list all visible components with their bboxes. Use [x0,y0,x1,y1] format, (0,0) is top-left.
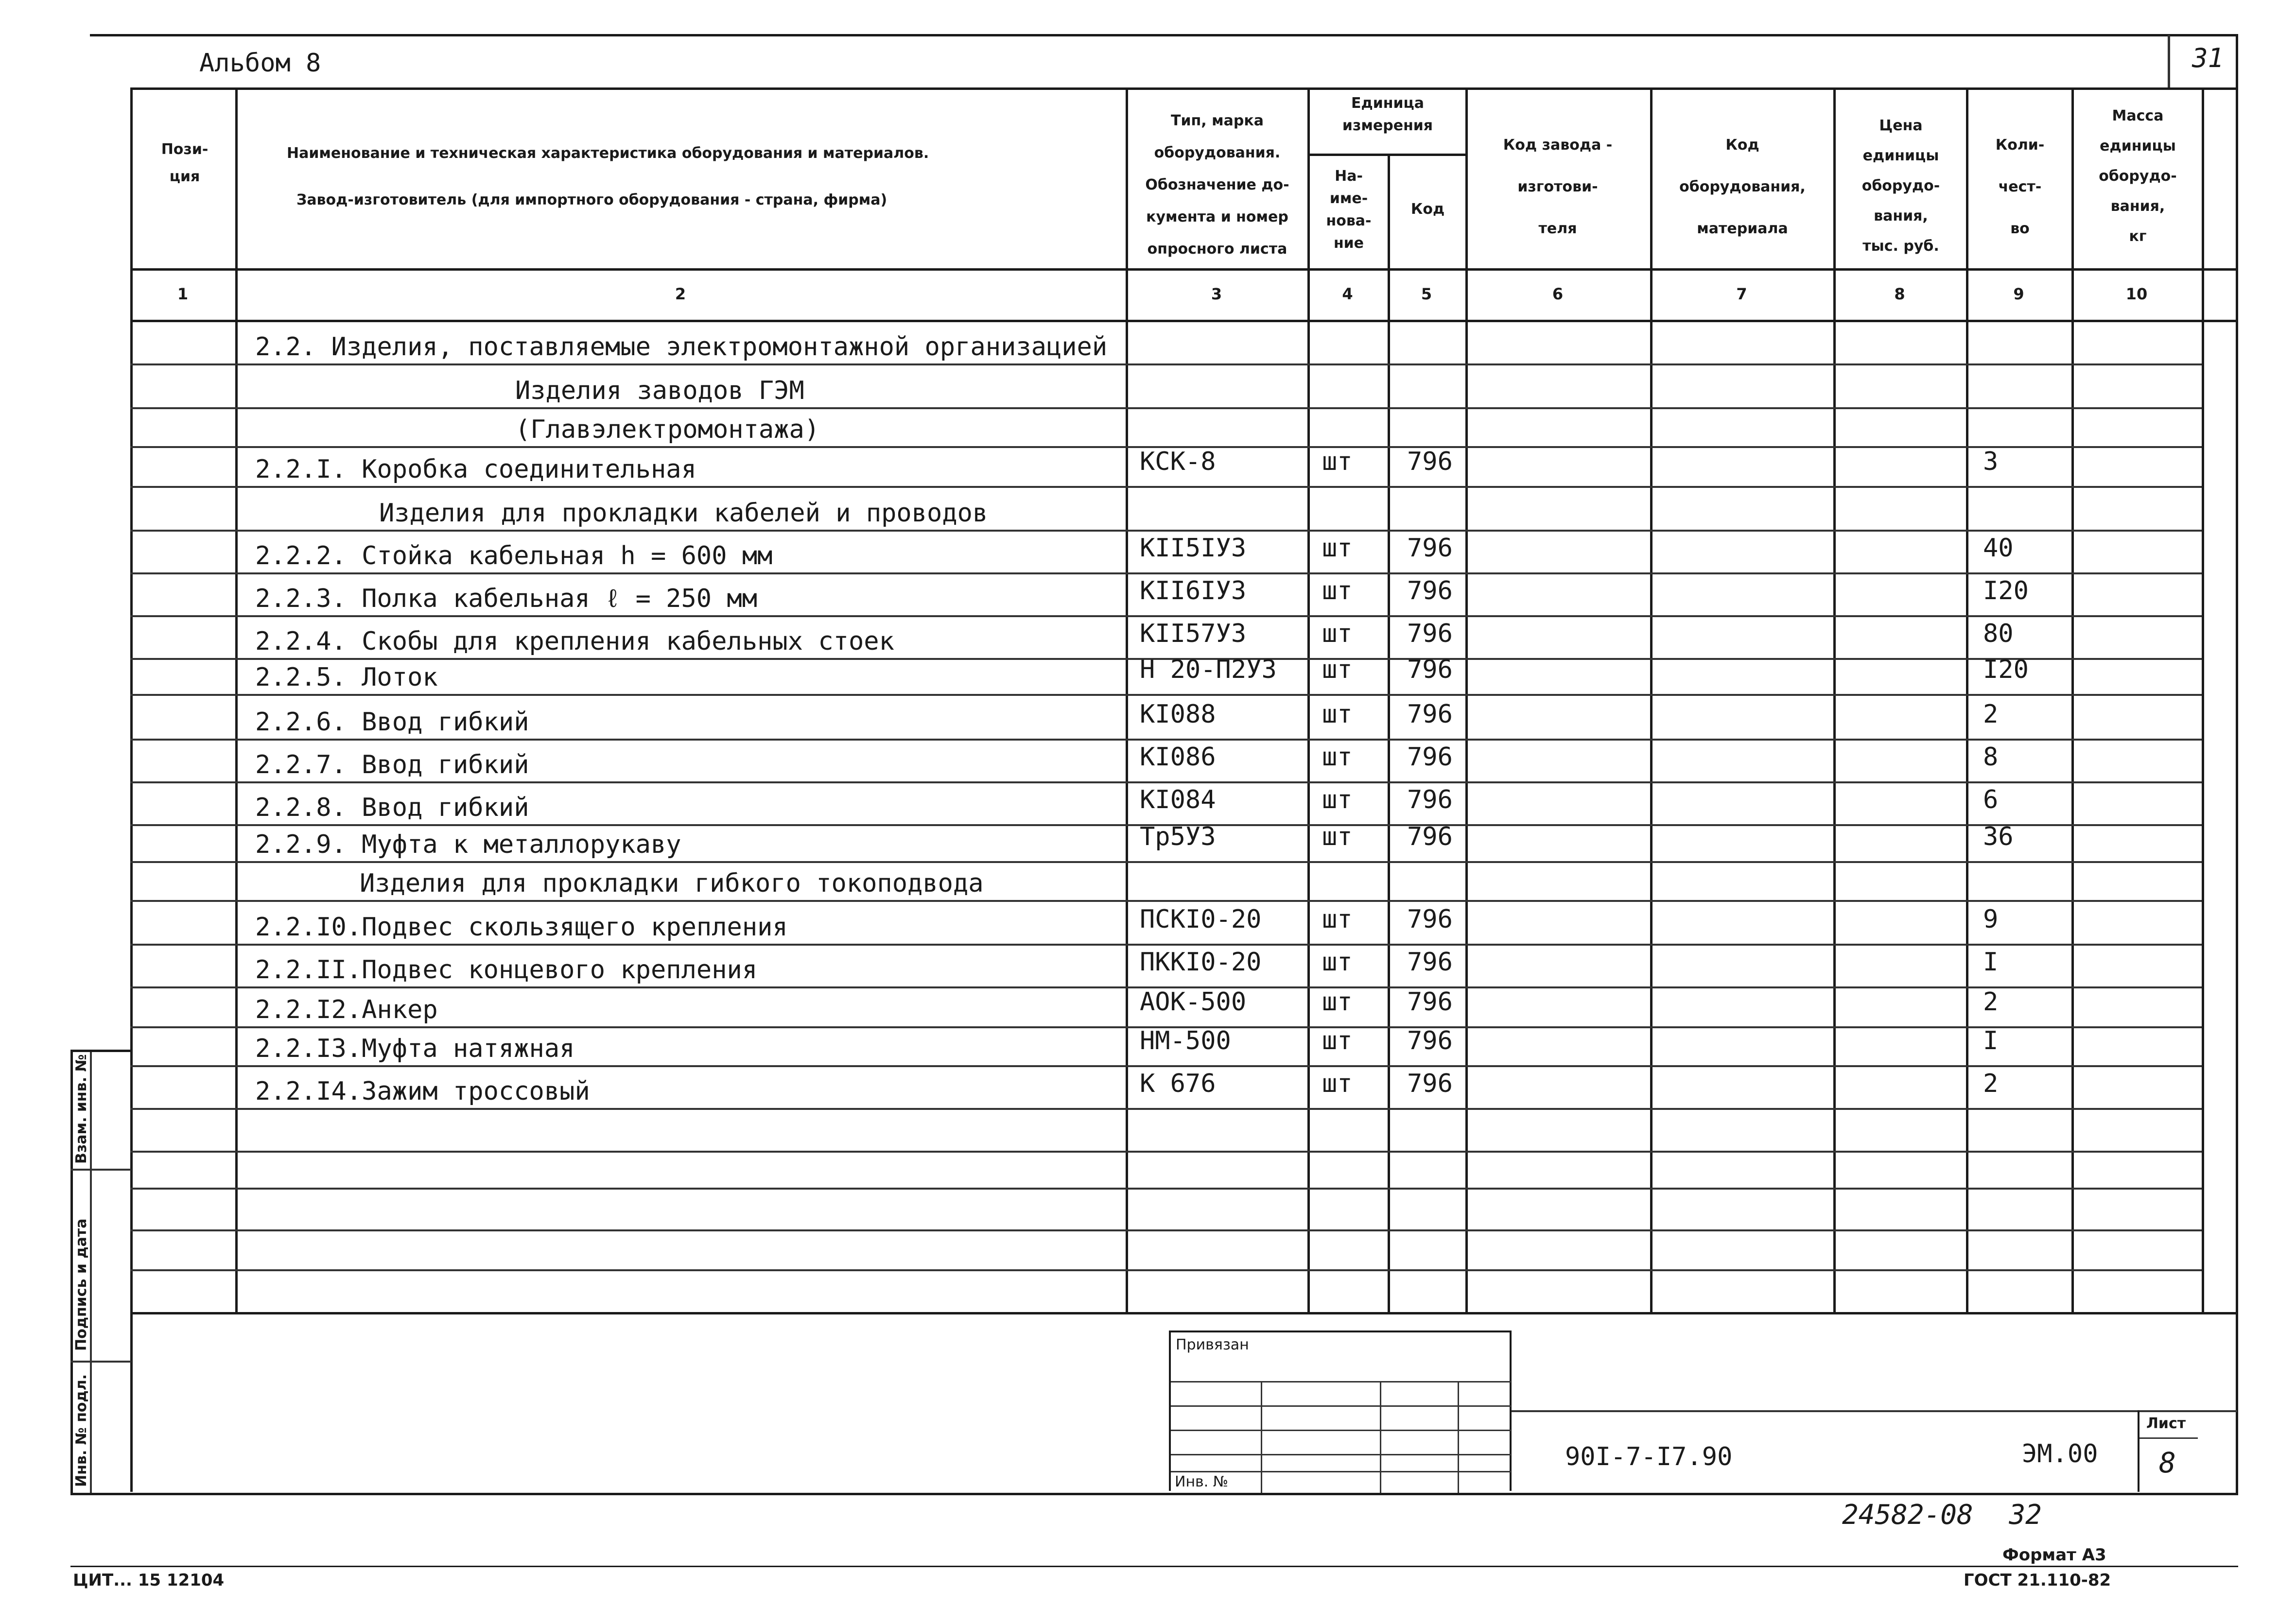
row-qty: 2 [1983,700,1999,729]
colnum-7: 7 [1736,285,1747,303]
row-code: 796 [1407,655,1453,684]
row-line [130,407,2202,409]
list-label: Лист [2146,1415,2186,1432]
privyazan-vline-1 [1261,1381,1262,1493]
row-code: 796 [1407,743,1453,772]
archive-number [1842,1499,2042,1531]
header-col2: Наименование и техническая характеристика оборудования и материалов. Завод-изготовитель (для импортного оборудования - страна, фирма) [287,145,929,208]
empty-row-line [130,1108,2202,1110]
format-label: Формат А3 [2002,1545,2106,1565]
header-col10: Масса единицы оборудо- вания, кг [2099,107,2177,245]
row-unit: шт [1322,822,1353,851]
row-name: 2.2.6. Ввод гибкий [255,708,529,737]
row-name: (Главэлектромонтажа) [515,415,820,444]
row-qty: I20 [1983,655,2029,684]
row-code: 796 [1407,987,1453,1017]
empty-row-line [130,1229,2202,1231]
row-code: 796 [1407,619,1453,648]
side-stamp-top [70,1050,131,1052]
row-name: 2.2.7. Ввод гибкий [255,750,529,779]
row-qty: 6 [1983,785,1999,814]
col-divider-8 [1966,87,1968,1312]
privyazan-label: Привязан [1176,1336,1249,1353]
row-type: К 676 [1140,1069,1216,1098]
side-podpis-label: Подпись и дата [73,1218,90,1351]
colnum-10: 10 [2125,285,2148,303]
row-type: Тр5У3 [1140,822,1216,851]
row-name: 2.2.I4.Зажим троссовый [255,1077,590,1106]
row-line [130,363,2202,365]
privyazan-line-5 [1171,1471,1511,1472]
row-unit: шт [1322,987,1353,1017]
row-unit: шт [1322,619,1353,648]
gost-label: ГОСТ 21.110-82 [1964,1571,2111,1590]
side-vzam-label: Взам. инв. № [73,1054,90,1164]
row-unit: шт [1322,948,1353,977]
row-code: 796 [1407,447,1453,476]
row-type: Н 20-П2У3 [1140,655,1277,684]
row-name: 2.2.I0.Подвес скользящего крепления [255,913,788,942]
row-code: 796 [1407,700,1453,729]
row-name: 2.2.8. Ввод гибкий [255,793,529,822]
header-col1: Пози- ция [161,141,209,185]
bottom-border [70,1493,2238,1495]
row-qty: 80 [1983,619,2014,648]
sheet-code: ЭМ.00 [2022,1439,2098,1469]
row-qty: I [1983,948,1999,977]
row-code: 796 [1407,534,1453,563]
row-qty: 2 [1983,987,1999,1017]
row-name: Изделия для прокладки гибкого токоподвода [360,869,984,898]
stamp-top-line [130,1312,2237,1314]
row-type: КI084 [1140,785,1216,814]
stamp-mid-line [1512,1410,2237,1412]
row-unit: шт [1322,447,1353,476]
col-divider-10 [2202,87,2204,1312]
row-line [130,739,2202,741]
row-unit: шт [1322,905,1353,934]
header-col4: На- име- нова- ние [1326,168,1372,252]
col-divider-2 [1126,87,1128,1312]
row-name: 2.2.I3.Муфта натяжная [255,1034,575,1063]
printer-mark: ЦИТ... 15 12104 [73,1571,225,1590]
row-qty: 8 [1983,743,1999,772]
colnum-6: 6 [1552,285,1564,303]
row-qty: 36 [1983,822,2014,851]
header-col45-group: Единица измерения [1342,95,1433,134]
row-type: КII6IУ3 [1140,576,1247,605]
table-header-top [130,87,2237,90]
row-name: Изделия для прокладки кабелей и проводов [379,499,988,528]
page-number: 31 [2192,43,2224,73]
header-col8: Цена единицы оборудо- вания, тыс. руб. [1861,117,1940,255]
doc-code: 90I-7-I7.90 [1565,1442,1733,1471]
row-name: 2.2.4. Скобы для крепления кабельных стоек [255,627,894,656]
row-code: 796 [1407,822,1453,851]
row-unit: шт [1322,1026,1353,1055]
row-unit: шт [1322,785,1353,814]
colnum-1: 1 [177,285,189,303]
row-line [130,530,2202,532]
header-col5: Код [1410,201,1445,218]
row-type: ПСКI0-20 [1140,905,1262,934]
colnum-5: 5 [1421,285,1432,303]
privyazan-vline-2 [1380,1381,1381,1493]
table-header-bottom [130,268,2237,271]
row-unit: шт [1322,1069,1353,1098]
row-line [130,1065,2202,1067]
privyazan-line-4 [1171,1454,1511,1455]
row-unit: шт [1322,534,1353,563]
row-type: КII57У3 [1140,619,1247,648]
row-name: 2.2.I. Коробка соединительная [255,455,696,484]
row-qty: I20 [1983,576,2029,605]
empty-row-line [130,1151,2202,1153]
privyazan-line-3 [1171,1430,1511,1431]
row-line [130,900,2202,902]
row-type: КСК-8 [1140,447,1216,476]
row-name: 2.2.3. Полка кабельная ℓ = 250 мм [255,584,758,613]
col-divider-5 [1465,87,1468,1312]
row-line [130,781,2202,783]
row-unit: шт [1322,743,1353,772]
row-qty: I [1983,1026,1999,1055]
row-type: КI088 [1140,700,1216,729]
row-line [130,861,2202,863]
empty-row-line [130,1188,2202,1190]
row-line [130,615,2202,617]
header-col7: Код оборудования, материала [1679,137,1806,237]
row-name: 2.2. Изделия, поставляемые электромонтажной организацией [255,332,1108,362]
row-code: 796 [1407,576,1453,605]
row-name: 2.2.9. Муфта к металлорукаву [255,830,681,859]
side-invpodl-label: Инв. № подл. [73,1374,90,1487]
colnum-9: 9 [2013,285,2024,303]
list-divider [2139,1437,2198,1439]
col-divider-4 [1388,155,1390,1312]
row-qty: 40 [1983,534,2014,563]
archive-page: 32 [2009,1499,2042,1531]
row-line [130,944,2202,946]
header-col9: Коли- чест- во [1995,137,2045,237]
row-name: 2.2.5. Лоток [255,663,438,692]
privyazan-vline-3 [1458,1381,1459,1493]
row-type: АОК-500 [1140,987,1247,1017]
colnum-4: 4 [1342,285,1353,303]
unit-group-divider [1307,154,1468,156]
colnum-2: 2 [675,285,686,303]
header-col3: Тип, марка оборудования. Обозначение до- кумента и номер опросного листа [1145,112,1289,258]
archive-number-value: 24582-08 [1842,1499,1973,1531]
row-name: 2.2.II.Подвес концевого крепления [255,955,758,985]
row-line [130,694,2202,696]
row-type: КI086 [1140,743,1216,772]
row-type: КII5IУ3 [1140,534,1247,563]
page-number-divider [2168,35,2170,88]
right-border [2236,34,2238,1495]
row-code: 796 [1407,905,1453,934]
row-name: 2.2.2. Стойка кабельная h = 600 мм [255,541,773,570]
row-line [130,572,2202,574]
col-divider-6 [1650,87,1652,1312]
header-col6: Код завода - изготови- теля [1503,137,1613,237]
row-type: НМ-500 [1140,1026,1231,1055]
side-stamp-mid [90,1050,92,1493]
row-unit: шт [1322,655,1353,684]
row-code: 796 [1407,948,1453,977]
inv-label: Инв. № [1175,1473,1229,1490]
list-number: 8 [2159,1446,2176,1479]
row-name: 2.2.I2.Анкер [255,995,438,1024]
row-qty: 2 [1983,1069,1999,1098]
privyazan-line-2 [1171,1405,1511,1407]
row-line [130,486,2202,488]
album-label: Альбом 8 [199,49,321,78]
privyazan-box [1169,1331,1512,1491]
row-code: 796 [1407,1026,1453,1055]
row-type: ПККI0-20 [1140,948,1262,977]
side-stamp-div-1 [70,1169,131,1171]
list-box [2138,1410,2198,1492]
row-unit: шт [1322,576,1353,605]
empty-row-line [130,1269,2202,1271]
col-divider-3 [1307,87,1310,1312]
col-divider-7 [1833,87,1836,1312]
row-unit: шт [1322,700,1353,729]
col-divider-9 [2071,87,2074,1312]
row-code: 796 [1407,785,1453,814]
top-border [90,34,2238,36]
side-stamp-div-2 [70,1361,131,1363]
row-qty: 9 [1983,905,1999,934]
colnum-3: 3 [1211,285,1222,303]
footer-line [70,1566,2238,1567]
number-row-bottom [130,320,2237,322]
row-name: Изделия заводов ГЭМ [515,376,804,405]
colnum-8: 8 [1894,285,1905,303]
col-divider-1 [235,87,238,1312]
row-qty: 3 [1983,447,1999,476]
privyazan-line-1 [1171,1381,1511,1382]
row-code: 796 [1407,1069,1453,1098]
